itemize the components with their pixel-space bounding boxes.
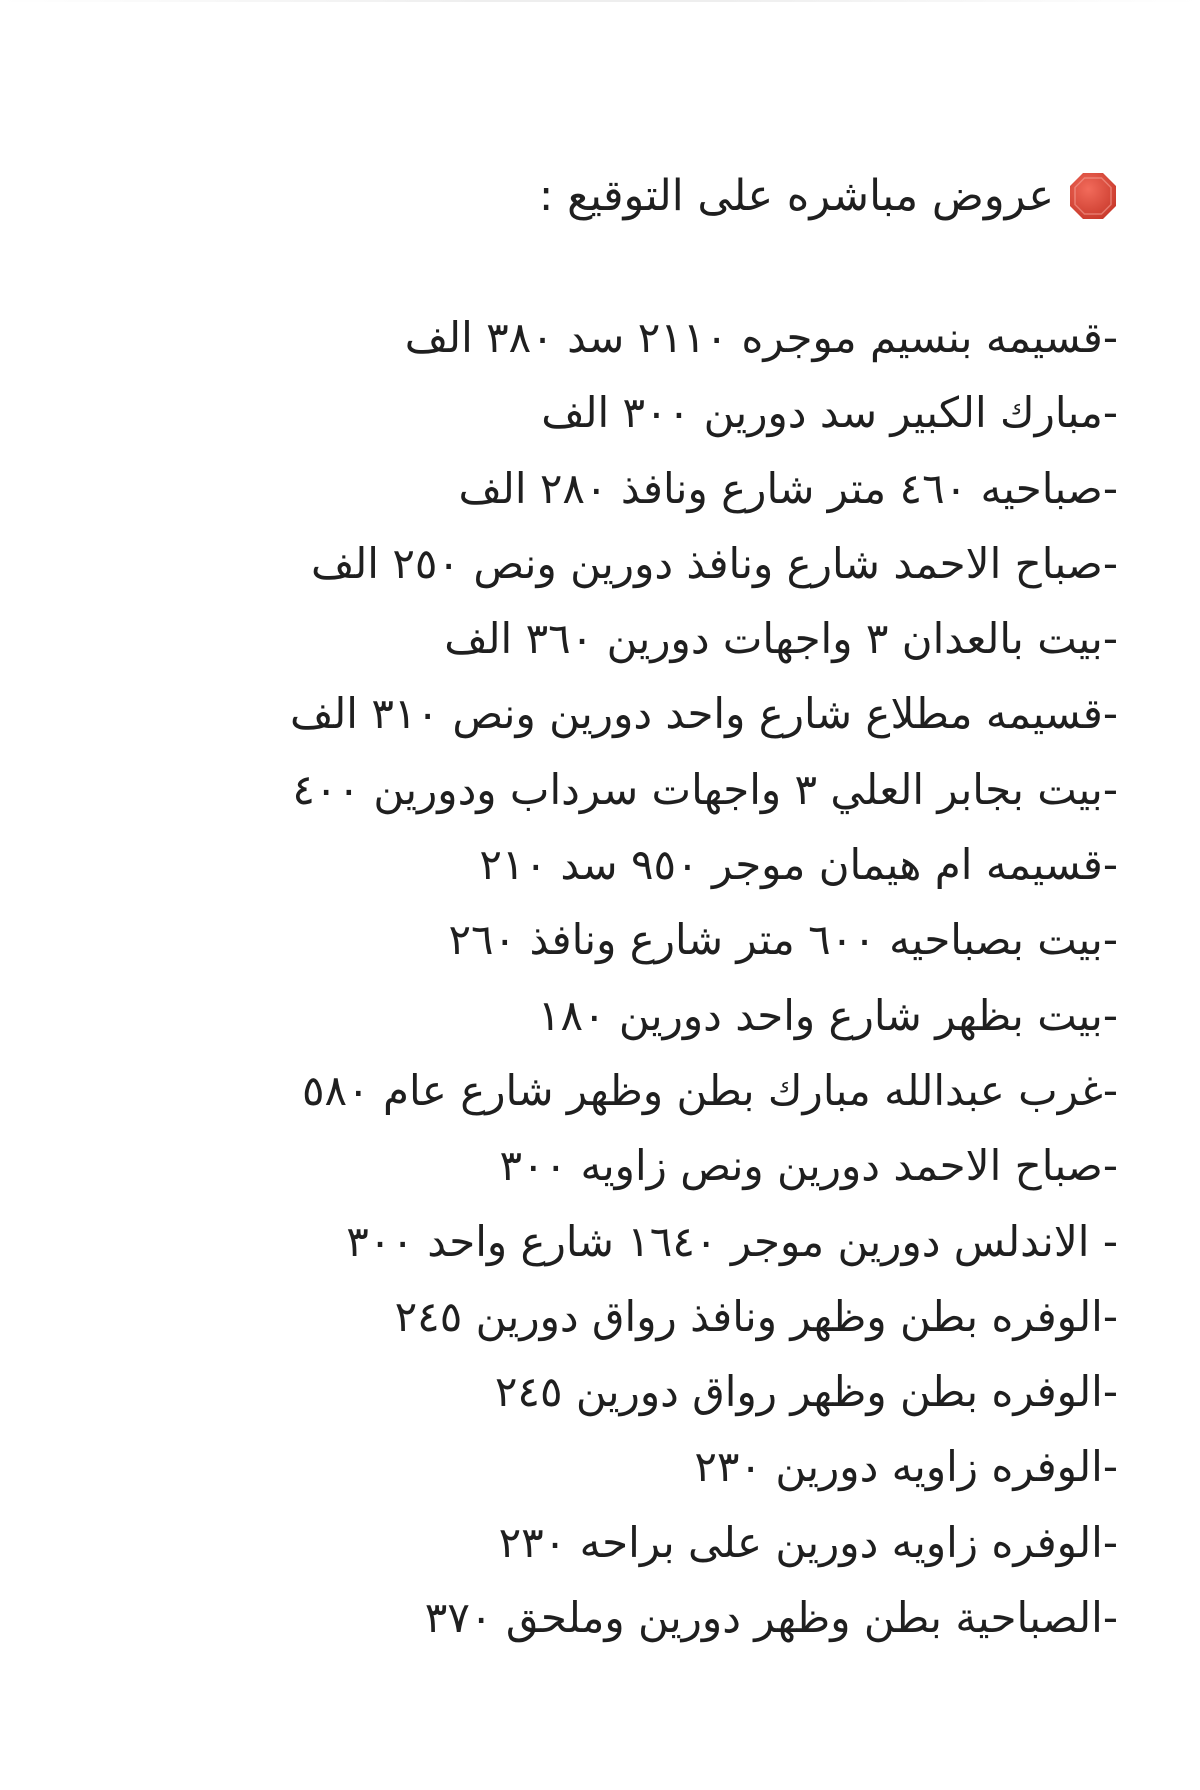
listing-item: -بيت بالعدان ٣ واجهات دورين ٣٦٠ الف [444,614,1118,664]
message-header [78,160,1118,232]
listing-item: - الاندلس دورين موجر ١٦٤٠ شارع واحد ٣٠٠ [346,1216,1118,1266]
listing-item: -مبارك الكبير سد دورين ٣٠٠ الف [541,388,1118,438]
message-body [78,160,1118,1655]
listing-item: -الوفره بطن وظهر رواق دورين ٢٤٥ [494,1367,1118,1417]
listing-item: -الوفره زاويه دورين على براحه ٢٣٠ [498,1517,1118,1567]
listings-list [78,300,1118,1655]
listing-item: -قسيمه ام هيمان موجر ٩٥٠ سد ٢١٠ [479,840,1118,890]
listing-item: -الصباحية بطن وظهر دورين وملحق ٣٧٠ [424,1593,1118,1643]
listing-item: -قسيمه مطلاع شارع واحد دورين ونص ٣١٠ الف [290,689,1118,739]
listing-item: -بيت بظهر شارع واحد دورين ١٨٠ [537,990,1118,1040]
listing-item: -قسيمه بنسيم موجره ٢١١٠ سد ٣٨٠ الف [404,313,1118,362]
listing-item: -بيت بجابر العلي ٣ واجهات سرداب ودورين ٤٠٠ [292,764,1118,814]
listing-item: -الوفره زاويه دورين ٢٣٠ [694,1442,1118,1492]
header-text: عروض مباشره على التوقيع : [538,171,1054,221]
listing-item: -غرب عبدالله مبارك بطن وظهر شارع عام ٥٨٠ [301,1065,1118,1115]
listing-item: -بيت بصباحيه ٦٠٠ متر شارع ونافذ ٢٦٠ [448,915,1118,965]
listing-item: -صباحيه ٤٦٠ متر شارع ونافذ ٢٨٠ الف [458,463,1118,513]
listing-item: -صباح الاحمد شارع ونافذ دورين ونص ٢٥٠ الف [311,538,1118,588]
top-divider [0,0,1200,2]
listing-item: -صباح الاحمد دورين ونص زاويه ٣٠٠ [499,1141,1118,1191]
stop-sign-icon [1068,171,1118,221]
listing-item: -الوفره بطن وظهر ونافذ رواق دورين ٢٤٥ [394,1291,1118,1341]
